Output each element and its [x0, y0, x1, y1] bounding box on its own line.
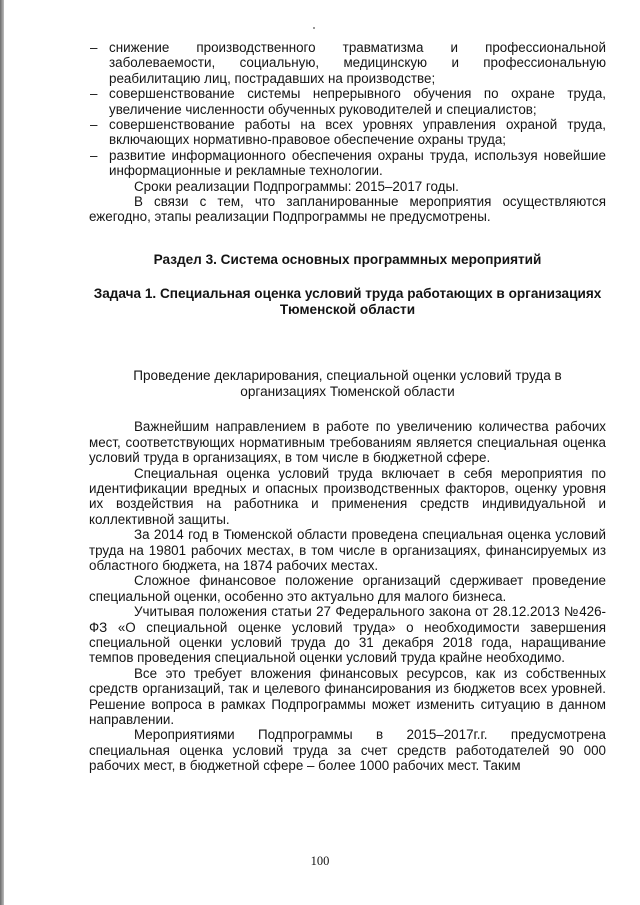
paragraph-timeline: Сроки реализации Подпрограммы: 2015–2017 годы.	[134, 178, 459, 194]
paragraph: Мероприятиями Подпрограммы в 2015–2017г.г. предусмотрена специальная оценка условий труда за счет средств работодателей 90 000 рабочих мест, в бюджетной сфере – более 1000 рабочих мест. Таким	[89, 727, 606, 774]
paragraph: Учитывая положения статьи 27 Федерального закона от 28.12.2013 №426-ФЗ «О специальной оценке условий труда» о необходимости завершения специальной оценки условий труда до 31 декабря 2018 года, наращивание темпов проведения специальной оценки условий труда крайне необходимо.	[89, 604, 606, 666]
task-title: Задача 1. Специальная оценка условий труда работающих в организациях Тюменской области	[93, 286, 602, 318]
subsection-title: Проведение декларирования, специальной оценки условий труда в организациях Тюменской области	[133, 368, 562, 400]
paragraph-stages: В связи с тем, что запланированные мероприятия осуществляются ежегодно, этапы реализации Подпрограммы не предусмотрены.	[89, 194, 606, 225]
page-content	[89, 40, 606, 774]
paragraph: Все это требует вложения финансовых ресурсов, как из собственных средств организаций, так и целевого финансирования из бюджетов всех уровней. Решение вопроса в рамках Подпрограммы может изменить ситуацию в данном направлении.	[89, 665, 606, 727]
list-item: – совершенствование работы на всех уровнях управления охраной труда, включающих нормативно-правовое обеспечение охраны труда;	[89, 117, 606, 148]
list-item: – снижение производственного травматизма и профессиональной заболеваемости, социальную, медицинскую и профессиональную реабилитацию лиц, пострадавших на производстве;	[89, 40, 606, 86]
paragraph: За 2014 год в Тюменской области проведена специальная оценка условий труда на 19801 рабочих местах, в том числе в организациях, финансируемых из областного бюджета, на 1874 рабочих местах.	[89, 527, 606, 573]
paragraph: Специальная оценка условий труда включает в себя мероприятия по идентификации вредных и опасных производственных факторов, оценку уровня их воздействия на работника и применения средств индивидуальной и коллективной защиты.	[89, 465, 606, 527]
paragraph: Важнейшим направлением в работе по увеличению количества рабочих мест, соответствующих нормативным требованиям является специальная оценка условий труда в организациях, в том числе в бюджетной сфере.	[89, 419, 606, 466]
scan-speck	[313, 27, 315, 29]
paragraph: Сложное финансовое положение организаций сдерживает проведение специальной оценки, особенно это актуально для малого бизнеса.	[89, 573, 606, 604]
list-item: – совершенствование системы непрерывного обучения по охране труда, увеличение численности обученных руководителей и специалистов;	[89, 86, 606, 117]
section-title: Раздел 3. Система основных программных мероприятий	[153, 251, 542, 267]
bullet-list	[89, 40, 606, 179]
page-number: 100	[310, 854, 330, 868]
scan-edge	[0, 0, 4, 905]
list-item: – развитие информационного обеспечения охраны труда, используя новейшие информационные и рекламные технологии.	[89, 148, 606, 179]
